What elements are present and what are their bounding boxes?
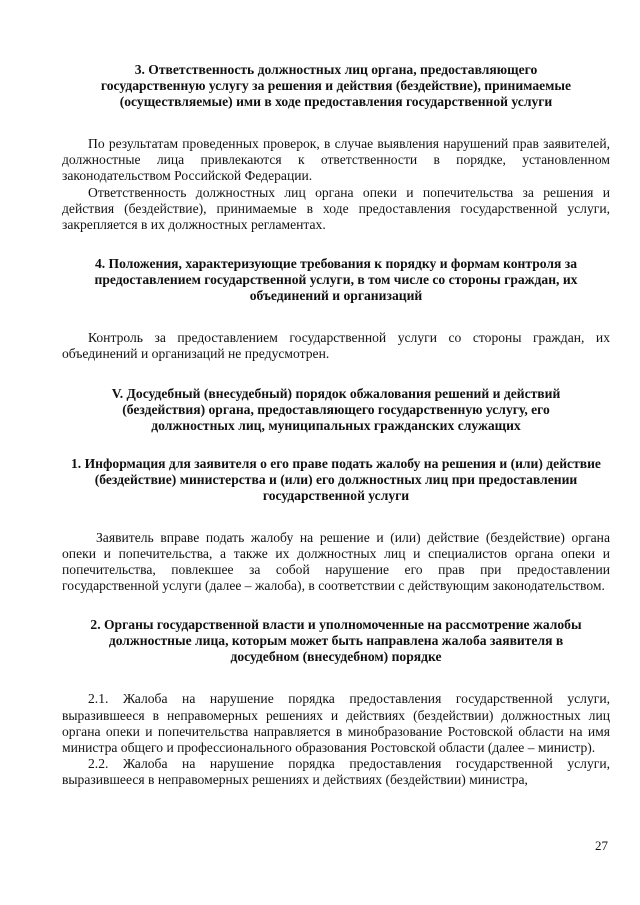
subsection-2-paragraph-1: 2.1. Жалоба на нарушение порядка предоставления государственной услуги, выразившееся в неправомерных решениях и действиях (бездействии) должностных лиц органа опеки и попечительства направляется в минобразование Ростовской области на имя министра общего и профессионального образования Ростовской области (далее – министр). [62, 691, 610, 756]
chapter-v-heading: V. Досудебный (внесудебный) порядок обжалования решений и действий (бездействия) органа, предоставляющего государственную услугу, его должностных лиц, муниципальных гражданских служащих [111, 385, 561, 433]
section-4-heading: 4. Положения, характеризующие требования к порядку и формам контроля за предоставлением государственной услуги, в том числе со стороны граждан, их объединений и организаций [94, 256, 578, 304]
subsection-1-paragraph-1: Заявитель вправе подать жалобу на решение и (или) действие (бездействие) органа опеки и попечительства, а также их должностных лиц и специалистов органа опеки и попечительства, повлекшее за собой нарушение его прав при предоставлении государственной услуги (далее – жалоба), в соответствии с действующим законодательством. [62, 529, 610, 594]
section-3-paragraph-1: По результатам проведенных проверок, в случае выявления нарушений прав заявителей, должностные лица привлекаются к ответственности в порядке, установленном законодательством Российской Федерации. [62, 136, 610, 184]
section-3-heading: 3. Ответственность должностных лиц органа, предоставляющего государственную услугу за решения и действия (бездействие), принимаемые (осуществляемые) ими в ходе предоставления государственной услуги [100, 62, 572, 109]
page-number: 27 [595, 838, 608, 853]
section-3-paragraph-2: Ответственность должностных лиц органа опеки и попечительства за решения и действия (бездействие), принимаемые в ходе предоставления государственной услуги, закрепляется в их должностных регламентах. [62, 184, 610, 233]
subsection-2-paragraph-2: 2.2. Жалоба на нарушение порядка предоставления государственной услуги, выразившееся в неправомерных решениях и действиях (бездействии) министра, [62, 756, 610, 788]
subsection-2-heading: 2. Органы государственной власти и уполномоченные на рассмотрение жалобы должностные лица, которым может быть направлена жалоба заявителя в досудебном (внесудебном) порядке [90, 617, 582, 665]
subsection-1-heading: 1. Информация для заявителя о его праве подать жалобу на решения и (или) действие (бездействие) министерства и (или) его должностных лиц при предоставлении государственной услуги [71, 455, 601, 503]
section-4-paragraph-1: Контроль за предоставлением государственной услуги со стороны граждан, их объединений и организаций не предусмотрен. [62, 330, 610, 362]
